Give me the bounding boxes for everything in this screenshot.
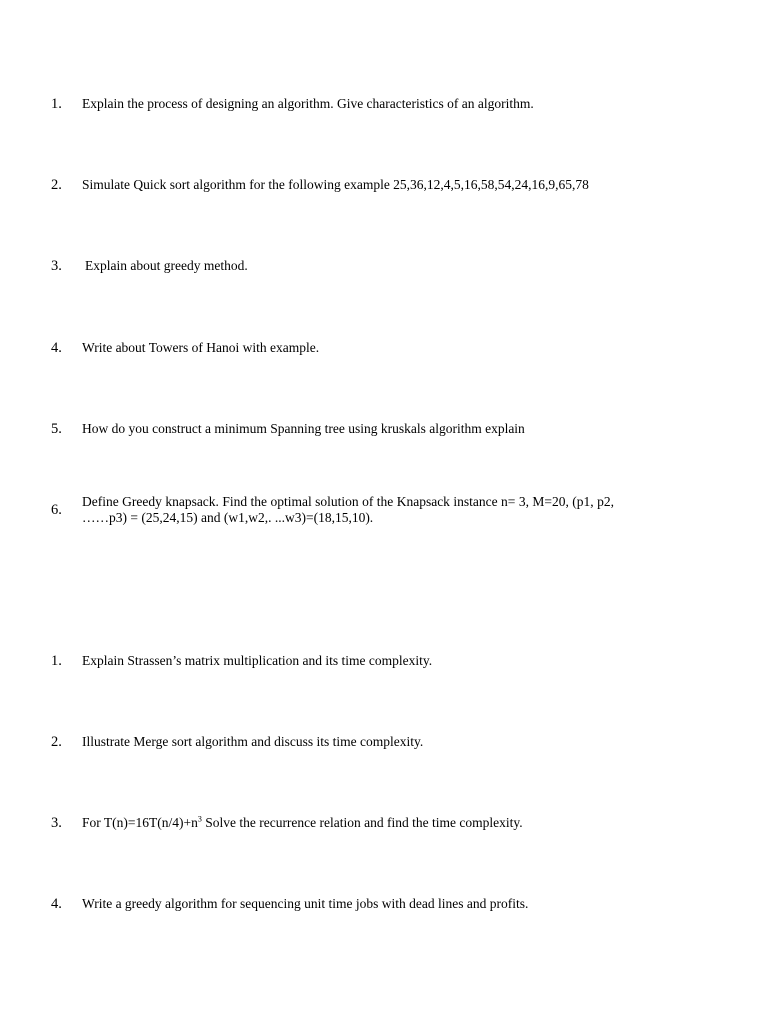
question-text: Explain about greedy method.: [85, 258, 248, 273]
question-text: Simulate Quick sort algorithm for the following example 25,36,12,4,5,16,58,54,24,16,9,65,78: [82, 177, 589, 192]
question-number: 4.: [51, 896, 62, 912]
question-number: 6.: [51, 502, 62, 518]
question-number: 5.: [51, 421, 62, 437]
question-number: 4.: [51, 340, 62, 356]
question-text-after: Solve the recurrence relation and find the time complexity.: [201, 815, 523, 830]
question-text: Illustrate Merge sort algorithm and discuss its time complexity.: [82, 734, 424, 749]
question-text: Write a greedy algorithm for sequencing unit time jobs with dead lines and profits.: [82, 896, 529, 911]
question-number: 1.: [51, 653, 62, 669]
question-text: [82, 815, 523, 831]
question-text-before: For T(n)=16T(n/4)+n: [82, 815, 198, 830]
question-number: 1.: [51, 96, 62, 112]
question-number: 3.: [51, 258, 62, 274]
question-text: Define Greedy knapsack. Find the optimal solution of the Knapsack instance n= 3, M=20, (p1, p2, ……p3) = (25,24,15) and (w1,w2,. ...w3)=(18,15,10).: [82, 494, 614, 525]
question-text: Write about Towers of Hanoi with example.: [82, 340, 320, 355]
question-number: 3.: [51, 815, 62, 831]
question-text: Explain Strassen’s matrix multiplication and its time complexity.: [82, 653, 433, 668]
question-number: 2.: [51, 734, 62, 750]
exponent: 3: [197, 814, 202, 824]
question-text: How do you construct a minimum Spanning tree using kruskals algorithm explain: [82, 421, 525, 436]
question-number: 2.: [51, 177, 62, 193]
question-text: Explain the process of designing an algorithm. Give characteristics of an algorithm.: [82, 96, 534, 111]
